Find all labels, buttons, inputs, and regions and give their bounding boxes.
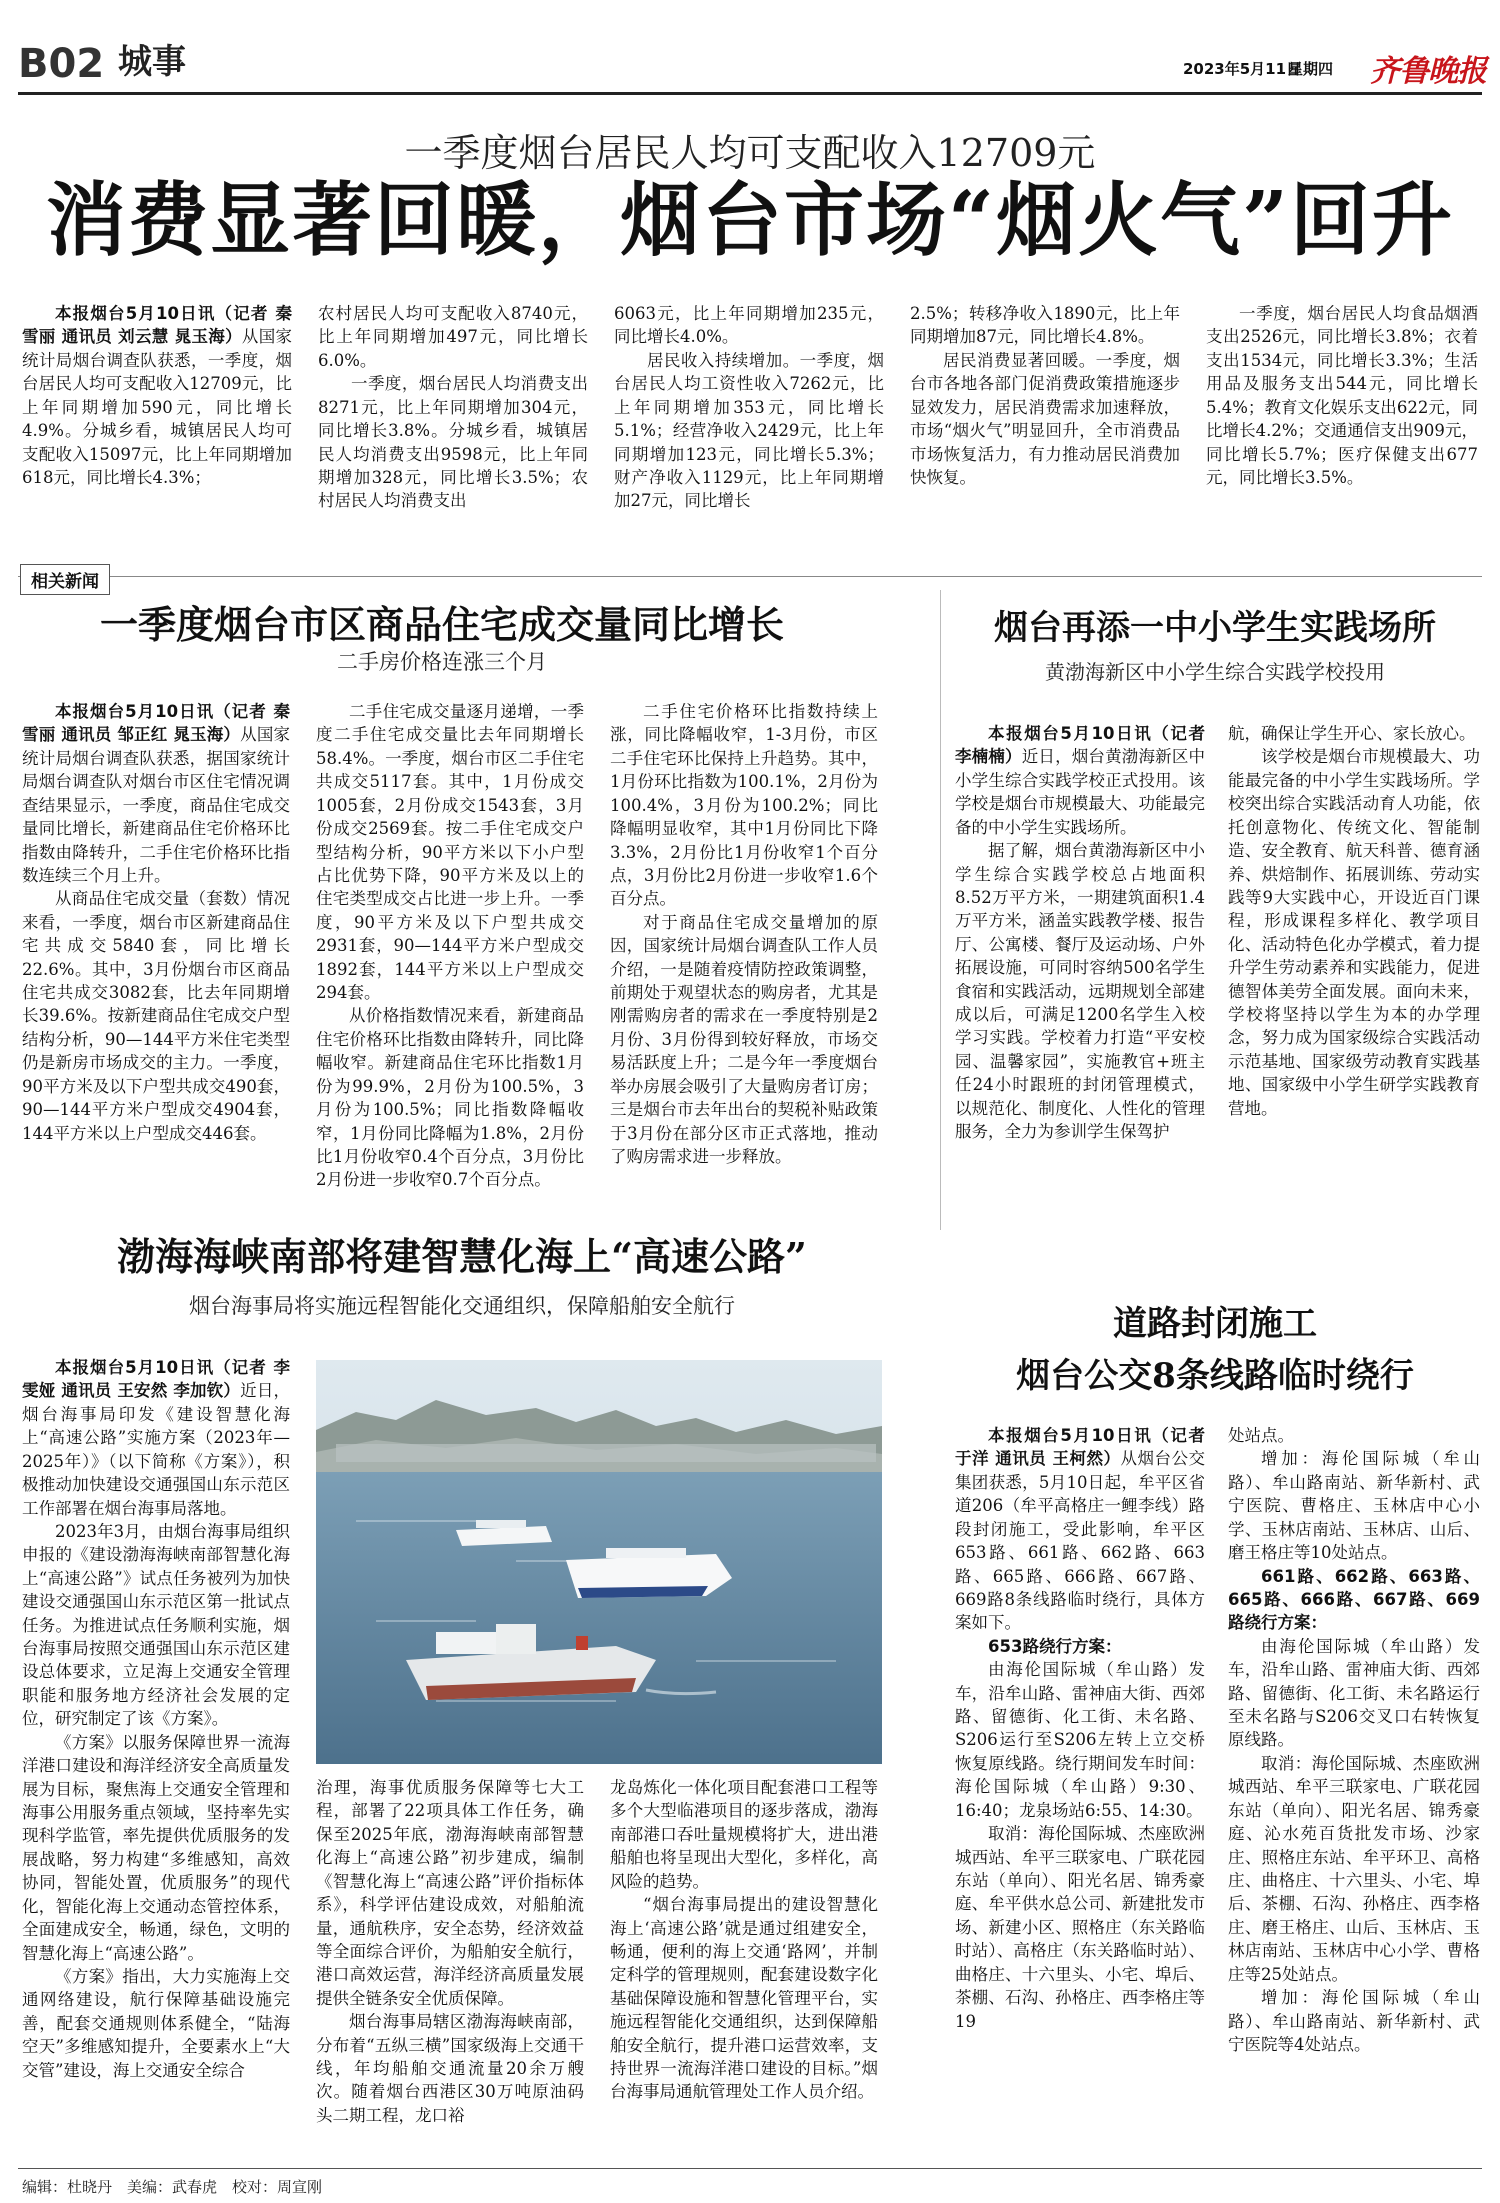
housing-col2b: 从价格指数情况来看，新建商品住宅价格环比指数由降转升，同比降幅收窄。新建商品住宅环比指数1月份为99.9%，2月份为100.5%，3月份为100.5%；同比指数降幅收窄，1月份同比降幅为1.8%，2月份比1月份收窄0.4个百分点，3月份比2月份进一步收窄0.7个百分点。 [316, 1006, 584, 1190]
bus-col1b: 由海伦国际城（牟山路）发车，沿牟山路、雷神庙大街、西郊路、留德街、化工街、未名路、S206运行至S206左转上立交桥恢复原线路。绕行期间发车时间：海伦国际城（牟山路）9:30、16:40；龙泉场站6:55、14:30。 [955, 1660, 1205, 1820]
bus-col2b: 增加：海伦国际城（牟山路）、牟山路南站、新华新村、武宁医院、曹格庄、玉林店中心小学、玉林店南站、玉林店、山后、磨王格庄等10处站点。 [1228, 1449, 1480, 1563]
lead-column-3 [614, 302, 884, 513]
maritime-subhead: 烟台海事局将实施远程智能化交通组织，保障船舶安全航行 [189, 1294, 735, 1318]
header-rule [18, 92, 1482, 95]
school-dateline: 本报烟台5月10日讯（记者 李楠楠） [955, 724, 1205, 767]
maritime-col3b: “烟台海事局提出的建设智慧化海上‘高速公路’就是通过组建安全，畅通，便利的海上交通‘路网’，并制定科学的管理规则，配套建设数字化基础保障设施和智慧化管理平台，实施远程智能化交通组织，达到保障船舶安全航行，提升港口运营效率，支持世界一流海洋港口建设的目标。”烟台海事局通航管理处工作人员介绍。 [610, 1895, 878, 2102]
maritime-column-1 [22, 1356, 290, 2082]
lead-column-2 [318, 302, 588, 513]
lead-col3b: 居民收入持续增加。一季度，烟台居民人均工资性收入7262元，比上年同期增加353元，同比增长5.1%；经营净收入2429元，比上年同期增加123元，同比增长5.3%；财产净收入1129元，比上年同期增加27元，同比增长 [614, 350, 884, 511]
issue-weekday: 星期四 [1288, 60, 1334, 78]
housing-col1b: 从商品住宅成交量（套数）情况来看，一季度，烟台市区新建商品住宅共成交5840套，同比增长22.6%。其中，3月份烟台市区商品住宅共成交3082套，比去年同期增长39.6%。按新建商品住宅成交户型结构分析，90—144平方米住宅类型仍是新房市场成交的主力。一季度，90平方米及以下户型共成交490套，90—144平方米户型成交4904套，144平方米以上户型成交446套。 [22, 889, 290, 1143]
harbor-photo [316, 1360, 882, 1764]
bus-col2a: 处站点。 [1228, 1426, 1294, 1445]
footer-credits: 编辑：杜晓丹 美编：武春虎 校对：周宣刚 [22, 2178, 323, 2196]
maritime-dateline: 本报烟台5月10日讯（记者 李雯娅 通讯员 王安然 李加钦） [22, 1358, 290, 1401]
related-rule [18, 576, 1482, 577]
bus-col2c: 由海伦国际城（牟山路）发车，沿牟山路、雷神庙大街、西郊路、留德街、化工街、未名路运行至未名路与S206交叉口右转恢复原线路。 [1228, 1636, 1480, 1750]
maritime-column-3 [610, 1776, 878, 2104]
maritime-col2b: 烟台海事局辖区渤海海峡南部，分布着“五纵三横”国家级海上交通干线，年均船舶交通流量20余万艘次。随着烟台西港区30万吨原油码头二期工程，龙口裕 [316, 2012, 584, 2125]
bus-dateline: 本报烟台5月10日讯（记者 于洋 通讯员 王柯然） [955, 1426, 1205, 1469]
lead-col4a: 2.5%；转移净收入1890元，比上年同期增加87元，同比增长4.8%。 [910, 304, 1180, 347]
bus-column-2 [1228, 1424, 1480, 2056]
bus-route-others-title: 661路、662路、663路、665路、666路、667路、669路绕行方案： [1228, 1566, 1480, 1633]
page-code: B02 [18, 41, 105, 87]
bus-col1a: 从烟台公交集团获悉，5月10日起，牟平区省道206（牟平高格庄一鲤李线）路段封闭施工，受此影响，牟平区653路、661路、662路、663路、665路、666路、667路、669路8条线路临时绕行，具体方案如下。 [955, 1449, 1205, 1633]
bus-col1c: 取消：海伦国际城、杰座欧洲城西站、牟平三联家电、广联花园东站（单向）、阳光名居、锦秀豪庭、牟平供水总公司、新建批发市场、新建小区、照格庄（东关路临时站）、高格庄（东关路临时站）、曲格庄、十六里头、小宅、埠后、茶棚、石沟、孙格庄、西李格庄等19 [955, 1824, 1205, 2031]
bus-headline-line2: 烟台公交8条线路临时绕行 [1016, 1356, 1414, 1396]
lead-col2b: 一季度，烟台居民人均消费支出8271元，比上年同期增加304元，同比增长3.8%。分城乡看，城镇居民人均消费支出9598元，比上年同期增加328元，同比增长3.5%；农村居民人均消费支出 [318, 374, 588, 511]
school-col1a: 近日，烟台黄渤海新区中小学生综合实践学校正式投用。该学校是烟台市规模最大、功能最完备的中小学生实践场所。 [955, 747, 1206, 837]
maritime-col2a: 治理，海事优质服务保障等七大工程，部署了22项具体工作任务，确保至2025年底，渤海海峡南部智慧化海上“高速公路”初步建成，编制《智慧化海上“高速公路”评价指标体系》，科学评估建设成效，对船舶流量，通航秩序，安全态势，经济效益等全面综合评价，为船舶安全航行，港口高效运营，海洋经济高质量发展提供全链条安全优质保障。 [316, 1778, 584, 2008]
school-col2b: 该学校是烟台市规模最大、功能最完备的中小学生实践场所。学校突出综合实践活动育人功能，依托创意物化、传统文化、智能制造、安全教育、航天科普、德育涵养、烘焙制作、拓展训练、劳动实践等9大实践中心，开设近百门课程，形成课程多样化、教学项目化、活动特色化办学模式，着力提升学生劳动素养和实践能力，促进德智体美劳全面发展。面向未来，学校将坚持以学生为本的办学理念，努力成为国家级综合实践活动示范基地、国家级劳动教育实践基地、国家级中小学生研学实践教育营地。 [1228, 747, 1480, 1118]
lead-col5: 一季度，烟台居民人均食品烟酒支出2526元，同比增长3.8%；衣着支出1534元，同比增长3.3%；生活用品及服务支出544元，同比增长5.4%；教育文化娱乐支出622元，同比增长4.2%；交通通信支出909元，同比增长5.7%；医疗保健支出677元，同比增长3.5%。 [1206, 304, 1478, 487]
maritime-headline: 渤海海峡南部将建智慧化海上“高速公路” [117, 1234, 807, 1279]
housing-column-2 [316, 700, 584, 1192]
housing-col2a: 二手住宅成交量逐月递增，一季度二手住宅成交量比去年同期增长58.4%。一季度，烟台市区二手住宅共成交5117套。其中，1月份成交1005套，2月份成交1543套，3月份成交2569套。按二手住宅成交户型结构分析，90平方米以下小户型占比优势下降，90平方米及以上的住宅类型成交占比进一步上升。一季度，90平方米及以下户型共成交2931套，90—144平方米户型成交1892套，144平方米以上户型成交294套。 [316, 702, 584, 1003]
maritime-col1b: 2023年3月，由烟台海事局组织申报的《建设渤海海峡南部智慧化海上“高速公路”》试点任务被列为加快建设交通强国山东示范区第一批试点任务。为推进试点任务顺利实施，烟台海事局按照交通强国山东示范区建设总体要求，立足海上交通安全管理职能和服务地方经济社会发展的定位，研究制定了该《方案》。 [22, 1521, 290, 1729]
school-headline: 烟台再添一中小学生实践场所 [994, 608, 1436, 648]
lead-headline: 消费显著回暖，烟台市场“烟火气”回升 [45, 173, 1455, 267]
lead-col4b: 居民消费显著回暖。一季度，烟台市各地各部门促消费政策措施逐步显效发力，居民消费需求加速释放，市场“烟火气”明显回升，全市消费品市场恢复活力，有力推动居民消费加快恢复。 [910, 350, 1180, 487]
housing-headline: 一季度烟台市区商品住宅成交量同比增长 [99, 602, 784, 647]
lead-col2a: 农村居民人均可支配收入8740元，比上年同期增加497元，同比增长6.0%。 [318, 304, 588, 370]
bus-column-1 [955, 1424, 1205, 2033]
harbor-ships-image [316, 1360, 882, 1764]
bus-route-653-title: 653路绕行方案： [988, 1636, 1122, 1656]
housing-column-3 [610, 700, 878, 1168]
maritime-col1a: 近日，烟台海事局印发《建设智慧化海上“高速公路”实施方案（2023年—2025年）》（以下简称《方案》），积极推动加快建设交通强国山东示范区工作部署在烟台海事局落地。 [22, 1381, 291, 1518]
housing-column-1 [22, 700, 290, 1145]
maritime-column-2 [316, 1776, 584, 2127]
lead-column-5 [1206, 302, 1478, 489]
lead-col1-text: 从国家统计局烟台调查队获悉，一季度，烟台居民人均可支配收入12709元，比上年同期增加590元，同比增长4.9%。分城乡看，城镇居民人均可支配收入15097元，比上年同期增加618元，同比增长4.3%； [22, 327, 293, 487]
school-column-1 [955, 722, 1205, 1144]
lead-kicker: 一季度烟台居民人均可支配收入12709元 [404, 131, 1096, 175]
lead-col3a: 6063元，比上年同期增加235元，同比增长4.0%。 [614, 304, 884, 347]
lead-column-4 [910, 302, 1180, 489]
related-news-label: 相关新闻 [20, 564, 110, 595]
school-col2a: 航，确保让学生开心、家长放心。 [1228, 724, 1476, 743]
school-column-2 [1228, 722, 1480, 1120]
housing-dateline: 本报烟台5月10日讯（记者 秦雪丽 通讯员 邹正红 晁玉海） [22, 702, 290, 745]
housing-col1a: 从国家统计局烟台调查队获悉，据国家统计局烟台调查队对烟台市区住宅情况调查结果显示，一季度，商品住宅成交量同比增长，新建商品住宅价格环比指数由降转升，二手住宅价格环比指数连续三个月上升。 [22, 725, 291, 885]
bus-col2e: 增加：海伦国际城（牟山路）、牟山路南站、新华新村、武宁医院等4处站点。 [1228, 1988, 1480, 2054]
bus-col2d: 取消：海伦国际城、杰座欧洲城西站、牟平三联家电、广联花园东站（单向）、阳光名居、锦秀豪庭、沁水苑百货批发市场、沙家庄、照格庄东站、牟平环卫、高格庄、曲格庄、十六里头、小宅、埠后、茶棚、石沟、孙格庄、西李格庄、磨王格庄、山后、玉林店、玉林店南站、玉林店中心小学、曹格庄等25处站点。 [1228, 1753, 1480, 1984]
section-name: 城事 [118, 42, 186, 82]
housing-col3a: 二手住宅价格环比指数持续上涨，同比降幅收窄，1-3月份，市区二手住宅环比保持上升趋势。其中，1月份环比指数为100.1%，2月份为100.4%，3月份为100.2%；同比降幅明显收窄，其中1月份同比下降3.3%，2月份比1月份收窄1个百分点，3月份比2月份进一步收窄1.6个百分点。 [610, 702, 878, 909]
housing-subhead: 二手房价格连涨三个月 [337, 650, 547, 674]
footer-rule [18, 2168, 1482, 2169]
paper-logo: 齐鲁晚报 [1370, 54, 1486, 89]
bus-headline-line1: 道路封闭施工 [1113, 1304, 1317, 1344]
column-divider [940, 590, 941, 1230]
housing-col3b: 对于商品住宅成交量增加的原因，国家统计局烟台调查队工作人员介绍，一是随着疫情防控政策调整，前期处于观望状态的购房者，尤其是刚需购房者的需求在一季度特别是2月份、3月份得到较好释放，市场交易活跃度上升；二是今年一季度烟台举办房展会吸引了大量购房者订房；三是烟台市去年出台的契税补贴政策于3月份在部分区市正式落地，推动了购房需求进一步释放。 [610, 912, 878, 1167]
maritime-col1d: 《方案》指出，大力实施海上交通网络建设，航行保障基础设施完善，配套交通规则体系健全，“陆海空天”多维感知提升，全要素水上“大交管”建设，海上交通安全综合 [22, 1966, 290, 2080]
lead-dateline: 本报烟台5月10日讯（记者 秦雪丽 通讯员 刘云慧 晁玉海） [22, 304, 292, 347]
school-col1b: 据了解，烟台黄渤海新区中小学生综合实践学校总占地面积8.52万平方米，一期建筑面积1.4万平方米，涵盖实践教学楼、报告厅、公寓楼、餐厅及运动场、户外拓展设施，可同时容纳500名学生食宿和实践活动，远期规划全部建成以后，可满足1200名学生入校学习实践。学校着力打造“平安校园、温馨家园”，实施教官+班主任24小时跟班的封闭管理模式，以规范化、制度化、人性化的管理服务，全力为参训学生保驾护 [955, 841, 1205, 1142]
school-subhead: 黄渤海新区中小学生综合实践学校投用 [1045, 660, 1385, 684]
maritime-col3a: 龙岛炼化一体化项目配套港口工程等多个大型临港项目的逐步落成，渤海南部港口吞吐量规模将扩大，进出港船舶也将呈现出大型化，多样化，高风险的趋势。 [610, 1778, 878, 1891]
maritime-col1c: 《方案》以服务保障世界一流海洋港口建设和海洋经济安全高质量发展为目标，聚焦海上交通安全管理和海事公用服务重点领域，坚持率先实现科学监管，率先提供优质服务的发展战略，努力构建“多维感知，高效协同，智能处置，优质服务”的现代化，智能化海上交通动态管控体系，全面建成安全，畅通，绿色，文明的智慧化海上“高速公路”。 [22, 1732, 290, 1963]
lead-column-1 [22, 302, 292, 489]
issue-date: 2023年5月11日 [1183, 60, 1302, 78]
